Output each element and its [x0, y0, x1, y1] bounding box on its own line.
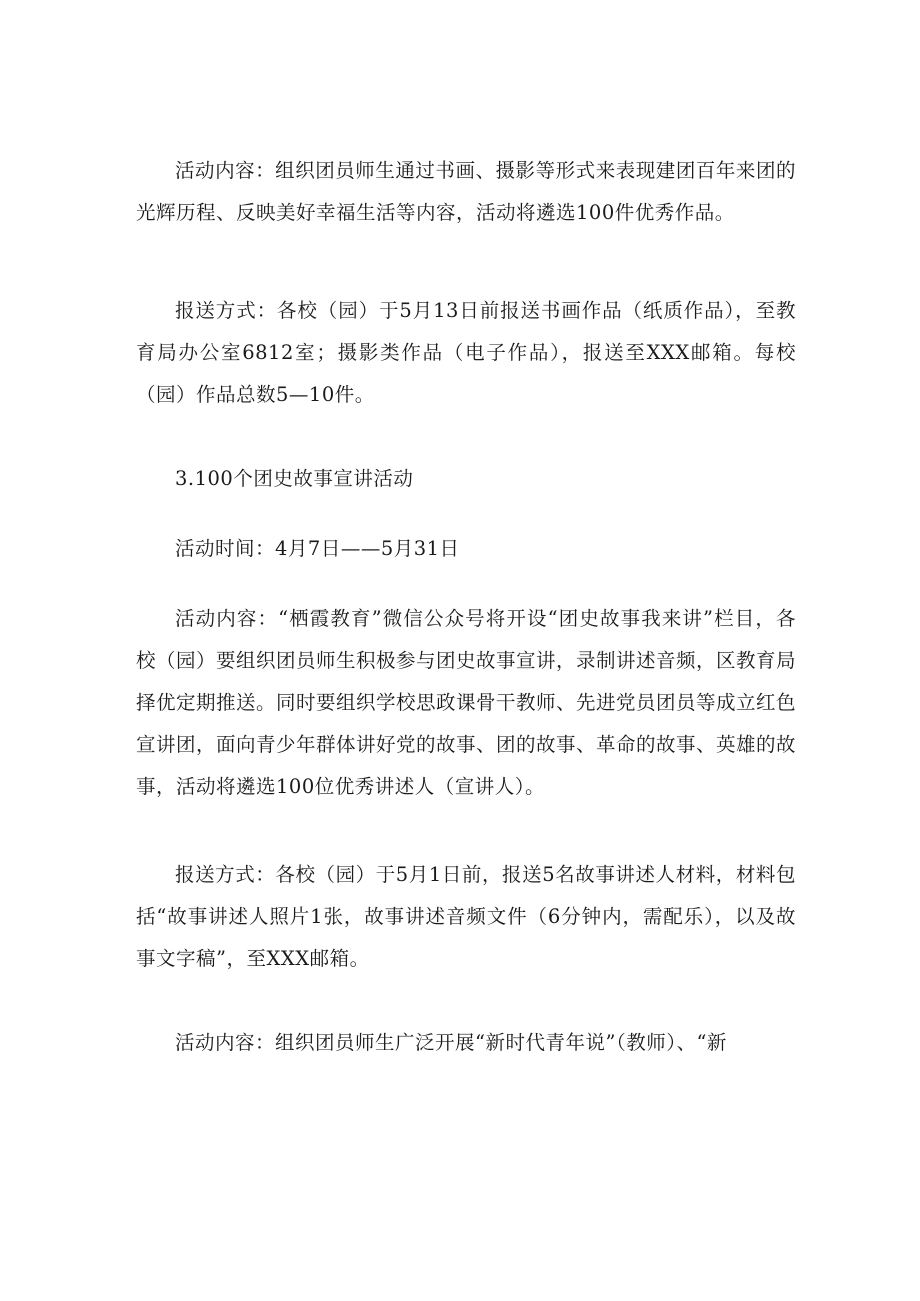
paragraph-activity-content-2: 活动内容：“栖霞教育”微信公众号将开设“团史故事我来讲”栏目，各校（园）要组织团员师生积极参与团史故事宣讲，录制讲述音频，区教育局择优定期推送。同时要组织学校思政课骨干教师、先进党员团员等成立红色宣讲团，面向青少年群体讲好党的故事、团的故事、革命的故事、英雄的故事，活动将遴选100位优秀讲述人（宣讲人）。 — [136, 607, 797, 798]
paragraph-submission-method-1: 报送方式：各校（园）于5月13日前报送书画作品（纸质作品），至教育局办公室6812室；摄影类作品（电子作品），报送至XXX邮箱。每校（园）作品总数5—10件。 — [136, 299, 796, 406]
paragraph-activity-time: 活动时间：4月7日——5月31日 — [175, 537, 460, 560]
paragraph-activity-content-3: 活动内容：组织团员师生广泛开展“新时代青年说”（教师）、“新 — [175, 1031, 727, 1054]
section-heading-3: 3.100个团史故事宣讲活动 — [175, 467, 414, 490]
paragraph-submission-method-2: 报送方式：各校（园）于5月1日前，报送5名故事讲述人材料，材料包括“故事讲述人照片1张，故事讲述音频文件（6分钟内，需配乐），以及故事文字稿”，至XXX邮箱。 — [136, 863, 796, 970]
paragraph-activity-content-1: 活动内容：组织团员师生通过书画、摄影等形式来表现建团百年来团的光辉历程、反映美好幸福生活等内容，活动将遴选100件优秀作品。 — [136, 159, 796, 224]
